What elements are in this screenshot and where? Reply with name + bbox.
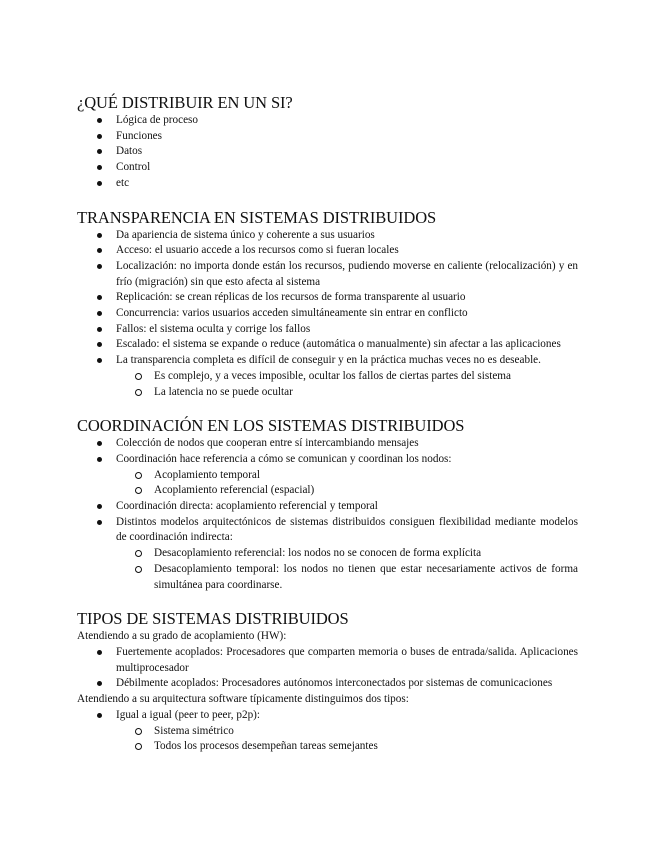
list-item-with-sublist (77, 515, 578, 594)
list-que-distribuir (77, 113, 578, 192)
sublist-item: Acoplamiento temporal (77, 468, 578, 484)
sublist-transparencia (77, 369, 578, 400)
document-content (77, 93, 578, 755)
list-item: Lógica de proceso (77, 113, 578, 129)
list-item-with-sublist (77, 452, 578, 499)
list-item: Escalado: el sistema se expande o reduce (automática o manualmente) sin afectar a las aplicaciones (77, 337, 578, 353)
heading-tipos: TIPOS DE SISTEMAS DISTRIBUIDOS (77, 609, 349, 629)
list-item: Débilmente acoplados: Procesadores autónomos interconectados por sistemas de comunicaciones (77, 676, 578, 692)
list-item: Replicación: se crean réplicas de los recursos de forma transparente al usuario (77, 290, 578, 306)
sublist-item: Sistema simétrico (77, 724, 578, 740)
list-item: Fallos: el sistema oculta y corrige los fallos (77, 322, 578, 338)
list-sw (77, 708, 578, 755)
list-item-text: Coordinación hace referencia a cómo se comunican y coordinan los nodos: (116, 452, 452, 465)
list-coordinacion (77, 436, 578, 593)
sublist-item: Es complejo, y a veces imposible, ocultar los fallos de ciertas partes del sistema (77, 369, 578, 385)
paragraph-sw: Atendiendo a su arquitectura software típicamente distinguimos dos tipos: (77, 693, 409, 706)
sublist-item: Desacoplamiento referencial: los nodos no se conocen de forma explícita (77, 546, 578, 562)
list-item: Coordinación directa: acoplamiento referencial y temporal (77, 499, 578, 515)
heading-que-distribuir: ¿QUÉ DISTRIBUIR EN UN SI? (77, 93, 293, 112)
list-item: Funciones (77, 129, 578, 145)
sublist-item: Acoplamiento referencial (espacial) (77, 483, 578, 499)
list-item: Fuertemente acoplados: Procesadores que comparten memoria o buses de entrada/salida. Aplicaciones multiprocesador (77, 645, 578, 676)
sublist-acoplamiento (77, 468, 578, 499)
list-item-text: La transparencia completa es difícil de conseguir y en la práctica muchas veces no es deseable. (116, 354, 541, 367)
sublist-desacoplamiento (77, 546, 578, 593)
list-item: Acceso: el usuario accede a los recursos como si fueran locales (77, 243, 578, 259)
list-item: Colección de nodos que cooperan entre sí intercambiando mensajes (77, 436, 578, 452)
sublist-item: La latencia no se puede ocultar (77, 385, 578, 401)
list-item-text: Igual a igual (peer to peer, p2p): (116, 708, 260, 721)
heading-transparencia: TRANSPARENCIA EN SISTEMAS DISTRIBUIDOS (77, 207, 437, 227)
list-hw (77, 645, 578, 692)
list-item-text: Distintos modelos arquitectónicos de sistemas distribuidos consiguen flexibilidad mediante modelos de coordinación indirecta: (116, 515, 578, 544)
sublist-p2p (77, 724, 578, 755)
list-transparencia (77, 228, 578, 401)
list-item-with-sublist (77, 353, 578, 400)
list-item: Concurrencia: varios usuarios acceden simultáneamente sin entrar en conflicto (77, 306, 578, 322)
list-item: Localización: no importa donde están los recursos, pudiendo moverse en caliente (relocalización) y en frío (migración) sin que esto afecta al sistema (77, 259, 578, 290)
list-item: Datos (77, 144, 578, 160)
sublist-item: Desacoplamiento temporal: los nodos no tienen que estar necesariamente activos de forma simultánea para coordinarse. (77, 562, 578, 593)
heading-coordinacion: COORDINACIÓN EN LOS SISTEMAS DISTRIBUIDOS (77, 416, 465, 436)
sublist-item: Todos los procesos desempeñan tareas semejantes (77, 739, 578, 755)
list-item-with-sublist (77, 708, 578, 755)
list-item: Da apariencia de sistema único y coherente a sus usuarios (77, 228, 578, 244)
paragraph-hw: Atendiendo a su grado de acoplamiento (HW): (77, 630, 287, 643)
list-item: Control (77, 160, 578, 176)
list-item: etc (77, 176, 578, 192)
